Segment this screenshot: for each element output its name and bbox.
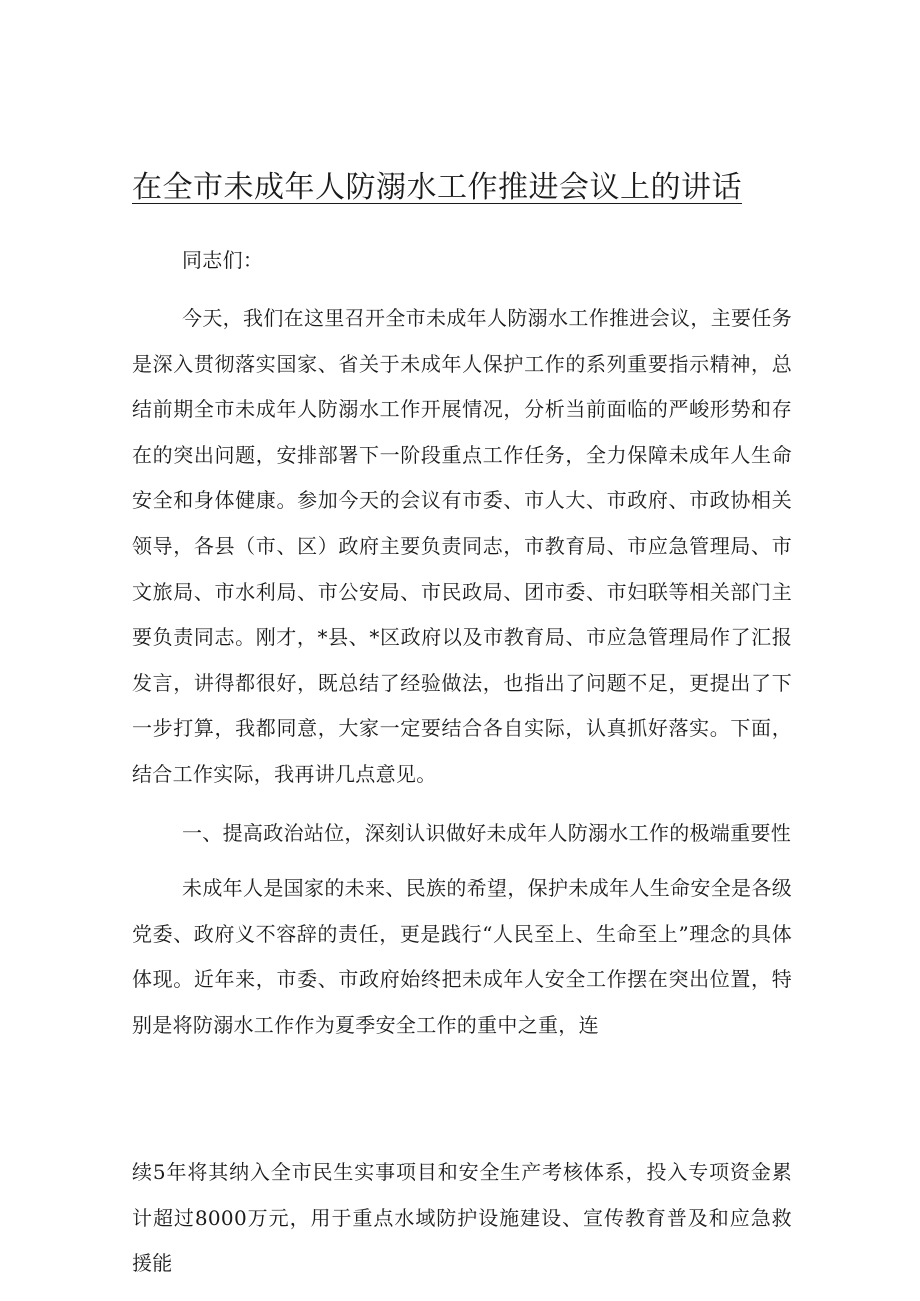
salutation: 同志们： [182,248,264,272]
paragraph-section-1: 未成年人是国家的未来、民族的希望，保护未成年人生命安全是各级党委、政府义不容辞的责任，更是践行“人民至上、生命至上”理念的具体体现。近年来，市委、市政府始终把未成年人安全工作摆在突出位置，特别是将防溺水工作作为夏季安全工作的重中之重，连 [132,876,792,1037]
section-heading-1: 一、提高政治站位，深刻认识做好未成年人防溺水工作的极端重要性 [182,821,791,845]
paragraph-continuation: 续5年将其纳入全市民生实事项目和安全生产考核体系，投入专项资金累计超过8000万元，用于重点水域防护设施建设、宣传教育普及和应急救援能 [132,1160,792,1276]
document-title: 在全市未成年人防溺水工作推进会议上的讲话 [132,170,742,205]
paragraph-opening: 今天，我们在这里召开全市未成年人防溺水工作推进会议，主要任务是深入贯彻落实国家、省关于未成年人保护工作的系列重要指示精神，总结前期全市未成年人防溺水工作开展情况，分析当前面临的严峻形势和存在的突出问题，安排部署下一阶段重点工作任务，全力保障未成年人生命安全和身体健康。参加今天的会议有市委、市人大、市政府、市政协相关领导，各县（市、区）政府主要负责同志，市教育局、市应急管理局、市文旅局、市水利局、市公安局、市民政局、团市委、市妇联等相关部门主要负责同志。刚才，*县、*区政府以及市教育局、市应急管理局作了汇报发言，讲得都很好，既总结了经验做法，也指出了问题不足，更提出了下一步打算，我都同意，大家一定要结合各自实际，认真抓好落实。下面，结合工作实际，我再讲几点意见。 [132,306,792,786]
